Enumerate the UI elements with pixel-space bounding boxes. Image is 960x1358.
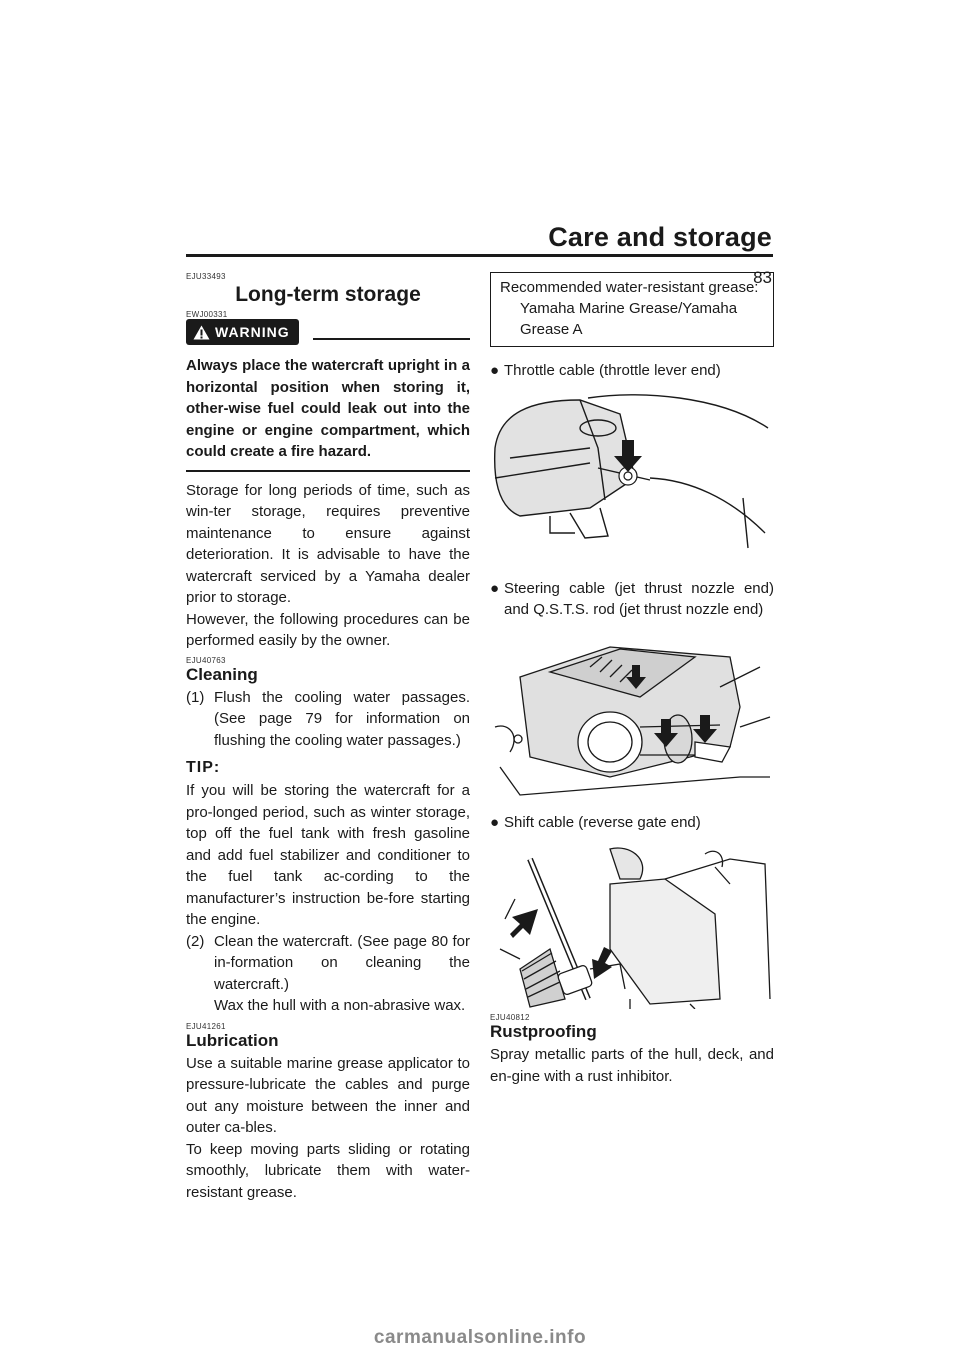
- bullet-icon: ●: [490, 362, 500, 379]
- lubrication-title: Lubrication: [186, 1030, 279, 1050]
- bullet-icon: ●: [490, 813, 500, 831]
- page-header-title: Care and storage: [548, 222, 772, 252]
- grease-recommendation-box: [490, 272, 774, 347]
- step-number: (1): [186, 688, 205, 706]
- intro-paragraph-1: Storage for long periods of time, such as win-ter storage, requires preventive maintenance to ensure against deterioration. It is advisable to have the watercraft serviced by a Yamaha dealer prior to storage.: [186, 481, 470, 606]
- lubrication-code: EJU41261: [186, 1021, 226, 1031]
- cleaning-code: EJU40763: [186, 655, 226, 665]
- warning-bottom-rule: [186, 470, 470, 472]
- bullet-text: Steering cable (jet thrust nozzle end) and Q.S.T.S. rod (jet thrust nozzle end): [504, 579, 774, 618]
- rustproofing-code: EJU40812: [490, 1013, 530, 1022]
- rustproofing-text: Spray metallic parts of the hull, deck, and en-gine with a rust inhibitor.: [490, 1046, 774, 1085]
- cleaning-title: Cleaning: [186, 664, 258, 684]
- grease-value: Yamaha Marine Grease/Yamaha Grease A: [520, 300, 738, 338]
- arrow-icon: [510, 909, 538, 938]
- warning-triangle-icon: [193, 325, 210, 340]
- lubrication-paragraph-2: To keep moving parts sliding or rotating smoothly, lubricate them with water-resistant grease.: [186, 1140, 470, 1201]
- step-text: [214, 931, 470, 1017]
- arrow-icon: [592, 947, 612, 979]
- right-column: [490, 272, 774, 1087]
- warning-code: EWJ00331: [186, 310, 228, 319]
- page-number: 83: [753, 268, 772, 287]
- step-text: Flush the cooling water passages. (See page 79 for information on flushing the cooling water passages.): [214, 688, 470, 749]
- warning-label: WARNING: [215, 324, 290, 340]
- grease-label: Recommended water-resistant grease:: [500, 279, 759, 296]
- section-code: EJU33493: [186, 272, 226, 281]
- throttle-cable-illustration: [490, 388, 774, 568]
- intro-paragraph-2: However, the following procedures can be performed easily by the owner.: [186, 610, 470, 649]
- step-2-text: Clean the watercraft. (See page 80 for in-formation on cleaning the watercraft.): [214, 932, 470, 993]
- warning-text: Always place the watercraft upright in a horizontal position when storing it, other-wise fuel could leak out into the engine or engine compartment, which could create a fire hazard.: [186, 357, 470, 460]
- lubrication-paragraph-1: Use a suitable marine grease applicator to pressure-lubricate the cables and purge out any moisture between the inner and outer ca-bles.: [186, 1054, 470, 1136]
- warning-badge: [186, 319, 299, 345]
- cleaning-step-1: [186, 687, 470, 752]
- bullet-steering-cable: [490, 578, 774, 621]
- bullet-icon: ●: [490, 579, 500, 597]
- steering-nozzle-illustration: [490, 627, 774, 802]
- bullet-text: Throttle cable (throttle lever end): [504, 362, 721, 379]
- bullet-throttle-cable: [490, 360, 774, 382]
- step-number: (2): [186, 932, 205, 950]
- warning-header: [186, 319, 470, 345]
- shift-cable-illustration: [490, 839, 774, 1009]
- left-column: [186, 272, 470, 1203]
- bullet-shift-cable: [490, 812, 774, 834]
- section-title: Long-term storage: [235, 283, 421, 306]
- step-2-extra: Wax the hull with a non-abrasive wax.: [214, 997, 466, 1014]
- rustproofing-title: Rustproofing: [490, 1022, 597, 1041]
- tip-text: If you will be storing the watercraft for a pro-longed period, such as winter storage, top off the fuel tank with fresh gasoline and add fuel stabilizer and conditioner to the fuel tank ac-cording to the manufacturer’s instruction be-fore starting the engine.: [186, 782, 470, 928]
- tip-heading: TIP:: [186, 759, 221, 776]
- bullet-text: Shift cable (reverse gate end): [504, 813, 701, 831]
- cleaning-step-2: [186, 931, 470, 1017]
- warning-top-rule: [313, 338, 470, 340]
- header-rule: [186, 254, 773, 257]
- footer-watermark: carmanualsonline.info: [373, 1327, 587, 1348]
